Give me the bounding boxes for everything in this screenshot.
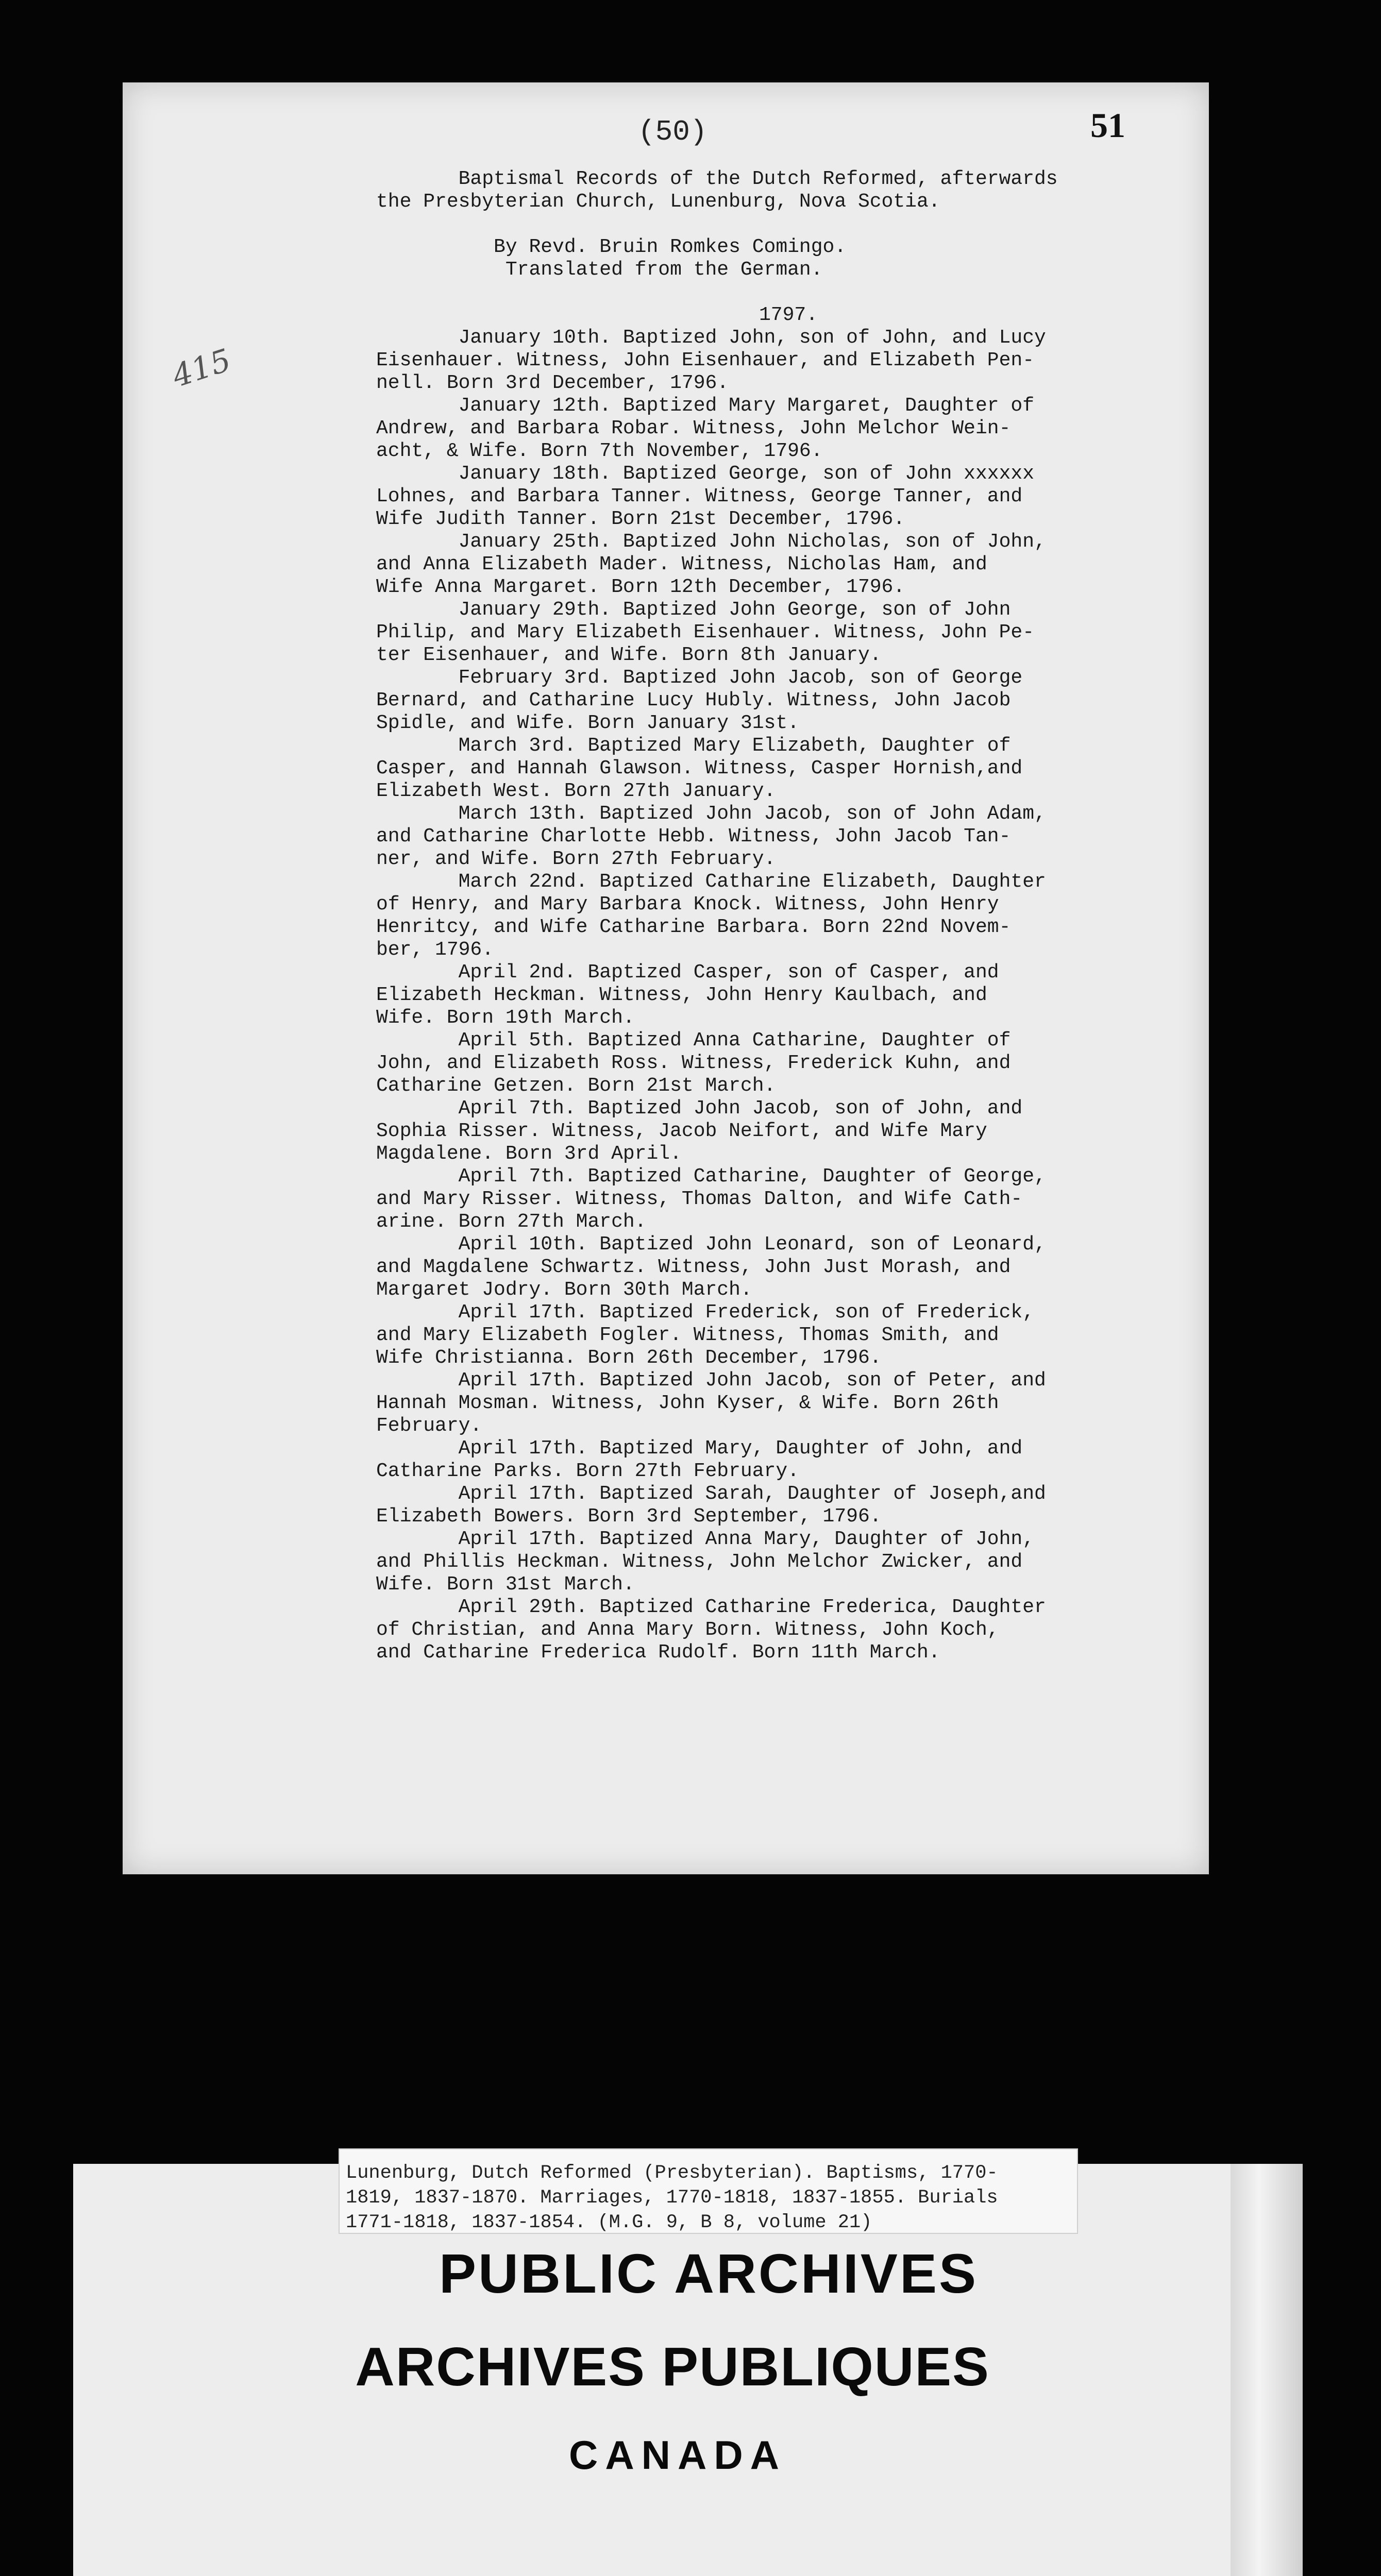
entry-line: February. bbox=[376, 1415, 482, 1437]
entry-line: Wife. Born 31st March. bbox=[376, 1573, 635, 1596]
baptism-entry bbox=[376, 1528, 1139, 1596]
archive-country: CANADA bbox=[569, 2432, 786, 2478]
baptism-entry bbox=[376, 871, 1139, 961]
byline-line: Translated from the German. bbox=[376, 259, 823, 281]
citation-line: 1771-1818, 1837-1854. (M.G. 9, B 8, volume 21) bbox=[346, 2212, 872, 2233]
typed-text-block bbox=[376, 168, 1139, 1664]
baptism-entries bbox=[376, 327, 1139, 1664]
entry-line: John, and Elizabeth Ross. Witness, Frederick Kuhn, and bbox=[376, 1052, 1011, 1074]
baptism-entry bbox=[376, 395, 1139, 463]
baptism-entry bbox=[376, 463, 1139, 531]
entry-line: January 18th. Baptized George, son of John xxxxxx bbox=[376, 463, 1035, 485]
entry-line: Elizabeth Heckman. Witness, John Henry Kaulbach, and bbox=[376, 984, 987, 1006]
entry-line: Elizabeth Bowers. Born 3rd September, 1796. bbox=[376, 1505, 882, 1528]
entry-line: April 2nd. Baptized Casper, son of Casper, and bbox=[376, 961, 999, 984]
baptism-entry bbox=[376, 803, 1139, 871]
entry-line: April 17th. Baptized Anna Mary, Daughter of John, bbox=[376, 1528, 1035, 1550]
entry-line: acht, & Wife. Born 7th November, 1796. bbox=[376, 440, 823, 462]
entry-line: April 17th. Baptized John Jacob, son of Peter, and bbox=[376, 1369, 1046, 1392]
citation-slip bbox=[339, 2148, 1078, 2234]
spacer bbox=[376, 213, 1139, 236]
baptism-entry bbox=[376, 599, 1139, 667]
baptism-entry bbox=[376, 1165, 1139, 1233]
entry-line: Henritcy, and Wife Catharine Barbara. Born 22nd Novem- bbox=[376, 916, 1011, 938]
entry-line: Bernard, and Catharine Lucy Hubly. Witness, John Jacob bbox=[376, 689, 1011, 711]
entry-line: March 3rd. Baptized Mary Elizabeth, Daughter of bbox=[376, 735, 1011, 757]
year-heading: 1797. bbox=[759, 304, 818, 326]
entry-line: Hannah Mosman. Witness, John Kyser, & Wife. Born 26th bbox=[376, 1392, 999, 1414]
entry-line: April 17th. Baptized Mary, Daughter of John, and bbox=[376, 1437, 1023, 1460]
entry-line: March 13th. Baptized John Jacob, son of John Adam, bbox=[376, 803, 1046, 825]
entry-line: January 29th. Baptized John George, son of John bbox=[376, 599, 1011, 621]
entry-line: and Phillis Heckman. Witness, John Melchor Zwicker, and bbox=[376, 1551, 1023, 1573]
entry-line: Wife. Born 19th March. bbox=[376, 1007, 635, 1029]
entry-line: Wife Christianna. Born 26th December, 1796. bbox=[376, 1347, 882, 1369]
entry-line: Eisenhauer. Witness, John Eisenhauer, and Elizabeth Pen- bbox=[376, 349, 1035, 371]
entry-line: Margaret Jodry. Born 30th March. bbox=[376, 1279, 752, 1301]
baptism-entry bbox=[376, 1596, 1139, 1664]
entry-line: and Mary Risser. Witness, Thomas Dalton, and Wife Cath- bbox=[376, 1188, 1023, 1210]
entry-line: April 17th. Baptized Sarah, Daughter of Joseph,and bbox=[376, 1483, 1046, 1505]
entry-line: nell. Born 3rd December, 1796. bbox=[376, 372, 729, 394]
baptism-entry bbox=[376, 961, 1139, 1029]
byline-line: By Revd. Bruin Romkes Comingo. bbox=[376, 236, 847, 258]
citation-line: 1819, 1837-1870. Marriages, 1770-1818, 1837-1855. Burials bbox=[346, 2187, 998, 2209]
entry-line: Wife Judith Tanner. Born 21st December, 1796. bbox=[376, 508, 905, 530]
entry-line: ter Eisenhauer, and Wife. Born 8th January. bbox=[376, 644, 882, 666]
entry-line: April 10th. Baptized John Leonard, son of Leonard, bbox=[376, 1233, 1046, 1256]
baptism-entry bbox=[376, 667, 1139, 735]
handwritten-margin-note: 415 bbox=[167, 342, 235, 395]
page-number: 51 bbox=[1090, 106, 1125, 145]
entry-line: and Magdalene Schwartz. Witness, John Just Morash, and bbox=[376, 1256, 1011, 1278]
entry-line: March 22nd. Baptized Catharine Elizabeth, Daughter bbox=[376, 871, 1046, 893]
entry-line: January 12th. Baptized Mary Margaret, Daughter of bbox=[376, 395, 1035, 417]
archive-title-french: ARCHIVES PUBLIQUES bbox=[355, 2336, 990, 2397]
entry-line: April 5th. Baptized Anna Catharine, Daughter of bbox=[376, 1029, 1011, 1052]
entry-line: and Catharine Frederica Rudolf. Born 11th March. bbox=[376, 1641, 940, 1664]
entry-line: April 17th. Baptized Frederick, son of Frederick, bbox=[376, 1301, 1035, 1324]
baptism-entry bbox=[376, 1097, 1139, 1165]
page-number-parenthetical: (50) bbox=[638, 115, 708, 148]
entry-line: April 7th. Baptized Catharine, Daughter of George, bbox=[376, 1165, 1046, 1188]
entry-line: Catharine Parks. Born 27th February. bbox=[376, 1460, 799, 1482]
baptism-entry bbox=[376, 1369, 1139, 1437]
citation-line: Lunenburg, Dutch Reformed (Presbyterian). Baptisms, 1770- bbox=[346, 2162, 998, 2184]
entry-line: of Christian, and Anna Mary Born. Witness, John Koch, bbox=[376, 1619, 999, 1641]
header-line: Baptismal Records of the Dutch Reformed, afterwards bbox=[376, 168, 1058, 190]
entry-line: and Mary Elizabeth Fogler. Witness, Thomas Smith, and bbox=[376, 1324, 999, 1346]
entry-line: Lohnes, and Barbara Tanner. Witness, George Tanner, and bbox=[376, 485, 1023, 507]
entry-line: Casper, and Hannah Glawson. Witness, Casper Hornish,and bbox=[376, 757, 1023, 779]
baptism-entry bbox=[376, 735, 1139, 803]
baptism-entry bbox=[376, 1029, 1139, 1097]
baptism-entry bbox=[376, 327, 1139, 395]
entry-line: Philip, and Mary Elizabeth Eisenhauer. Witness, John Pe- bbox=[376, 621, 1035, 643]
entry-line: February 3rd. Baptized John Jacob, son of George bbox=[376, 667, 1023, 689]
entry-line: Sophia Risser. Witness, Jacob Neifort, and Wife Mary bbox=[376, 1120, 987, 1142]
baptism-entry bbox=[376, 531, 1139, 599]
header-line: the Presbyterian Church, Lunenburg, Nova Scotia. bbox=[376, 191, 940, 213]
entry-line: ber, 1796. bbox=[376, 939, 494, 961]
entry-line: ner, and Wife. Born 27th February. bbox=[376, 848, 776, 870]
baptism-entry bbox=[376, 1301, 1139, 1369]
baptism-entry bbox=[376, 1233, 1139, 1301]
baptism-entry bbox=[376, 1483, 1139, 1528]
entry-line: January 10th. Baptized John, son of John, and Lucy bbox=[376, 327, 1046, 349]
archive-title-english: PUBLIC ARCHIVES bbox=[439, 2242, 979, 2304]
entry-line: Wife Anna Margaret. Born 12th December, 1796. bbox=[376, 576, 905, 598]
entry-line: April 29th. Baptized Catharine Frederica, Daughter bbox=[376, 1596, 1046, 1618]
entry-line: April 7th. Baptized John Jacob, son of John, and bbox=[376, 1097, 1023, 1120]
entry-line: of Henry, and Mary Barbara Knock. Witness, John Henry bbox=[376, 893, 999, 916]
entry-line: Andrew, and Barbara Robar. Witness, John Melchor Wein- bbox=[376, 417, 1011, 439]
entry-line: Catharine Getzen. Born 21st March. bbox=[376, 1075, 776, 1097]
baptism-entry bbox=[376, 1437, 1139, 1483]
archive-label-card bbox=[73, 2164, 1303, 2576]
spacer bbox=[376, 281, 1139, 304]
entry-line: Elizabeth West. Born 27th January. bbox=[376, 780, 776, 802]
entry-line: Magdalene. Born 3rd April. bbox=[376, 1143, 682, 1165]
entry-line: and Anna Elizabeth Mader. Witness, Nicholas Ham, and bbox=[376, 553, 987, 575]
entry-line: Spidle, and Wife. Born January 31st. bbox=[376, 712, 799, 734]
entry-line: arine. Born 27th March. bbox=[376, 1211, 647, 1233]
document-page bbox=[123, 82, 1209, 1874]
entry-line: and Catharine Charlotte Hebb. Witness, John Jacob Tan- bbox=[376, 825, 1011, 848]
entry-line: January 25th. Baptized John Nicholas, son of John, bbox=[376, 531, 1046, 553]
